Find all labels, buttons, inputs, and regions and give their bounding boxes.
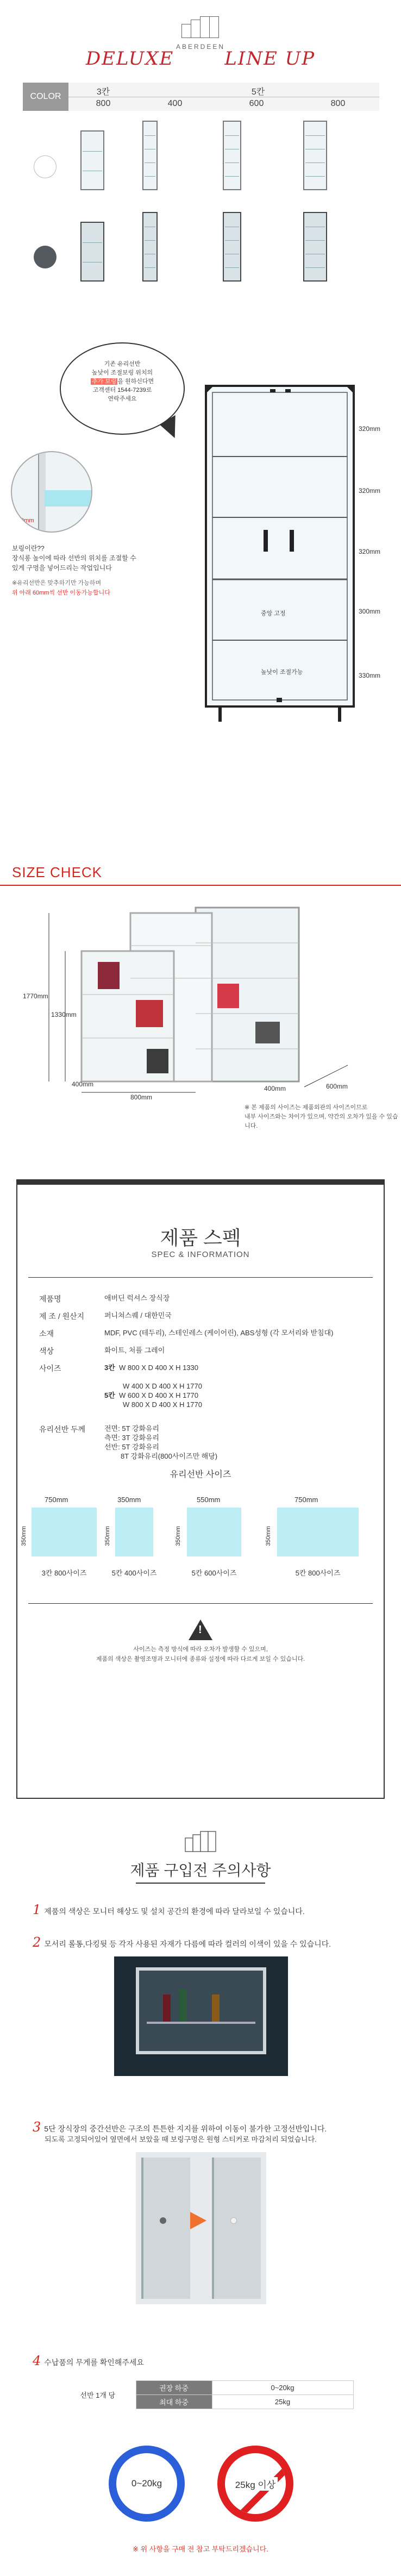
cabinet-3-800-gray bbox=[80, 222, 104, 282]
speech-bubble bbox=[60, 342, 185, 435]
pane-2-width: 350mm bbox=[117, 1496, 141, 1504]
warn-line-2: 제품의 색상은 촬영조명과 모니터에 종류와 설정에 따라 다르게 보일 수 있습니다. bbox=[96, 1656, 305, 1662]
pane-4 bbox=[277, 1508, 359, 1556]
size-check-title: SIZE CHECK bbox=[12, 864, 103, 880]
boring-line-1: 장식롱 높이에 따라 선반의 위치를 조절할 수 bbox=[12, 554, 136, 562]
callout-center-fixed: 중앙 고정 bbox=[261, 610, 286, 617]
weight-ok-circle: 0~20kg bbox=[109, 2446, 185, 2522]
pane-4-label: 5칸 800사이즈 bbox=[295, 1569, 341, 1577]
warning-icon: ! bbox=[189, 1620, 212, 1640]
width-5-600: 600 bbox=[249, 99, 264, 108]
swatch-white[interactable] bbox=[34, 155, 57, 178]
weight-recommended-value: 0~20kg bbox=[212, 2381, 353, 2395]
width-5-800: 800 bbox=[330, 99, 346, 108]
arrow-right-icon bbox=[190, 2212, 206, 2229]
cabinet-front-drawing bbox=[204, 342, 356, 723]
depth-400b: 400mm bbox=[264, 1085, 286, 1092]
size-note-2: 내부 사이즈와는 차이가 있으며, 약간의 오차가 있을 수 있습니다. bbox=[245, 1114, 398, 1129]
weight-max-label: 최대 하중 bbox=[136, 2395, 212, 2409]
caution-section bbox=[0, 1815, 401, 2576]
size-note bbox=[245, 1103, 401, 1131]
size-check-drawing bbox=[0, 891, 401, 1098]
weight-ng-circle bbox=[217, 2446, 293, 2522]
depth-400: 400mm bbox=[72, 1080, 94, 1088]
bubble-line-3: 추가 보링 을 원하신다면 bbox=[91, 378, 154, 385]
height-1770: 1770mm bbox=[23, 992, 48, 1000]
pane-4-height: 350mm bbox=[265, 1526, 272, 1546]
pane-1-height: 350mm bbox=[21, 1526, 27, 1546]
spec-box: 제품 스펙 SPEC & INFORMATION 제품명 애버딘 럭셔스 장식장 제 조 / 원산지 퍼니쳐스퀘 / 대한민국 소재 MDF, PVC (테두리), 스테인레스 (케이어린), ABS성형 (각 모서리와 받침대) 색상 화이트, 처플 그레이 사이즈 3칸 W 800 X D 400 X H 1330 W 400 X D 400 X H 1770 5칸 W 600 X D 400 X H 1770 W 800 X D 400 X H 1770 유리선반 두께 전면: 5T 강화유리 측면: 3T 강화유리 선반: 5T 강화유리 8T 강화유리(800사이즈만 해당) 유리선반 사이즈 750mm 350mm 3칸 800사이즈 350mm 350mm 5칸 400사이즈 550mm 350mm 5칸 600사이즈 750mm 350mm 5칸 800사이즈 ! 사이즈는 측정 방식에 따라 오차가 발생할 수 있으며, 제품의 색상은 촬영조명과 모니터에 종류와 설정에 따라 다르게 보일 수 있습니다. bbox=[16, 1179, 385, 1799]
bubble-line-4: 고객센터 1544-7239로 bbox=[92, 387, 152, 393]
weight-table bbox=[60, 2380, 354, 2409]
lineup-title-left: DELUXE bbox=[85, 48, 174, 70]
height-1330: 1330mm bbox=[51, 1011, 77, 1018]
bubble-line-2: 높낮이 조절보링 위치의 bbox=[91, 370, 153, 376]
boring-zoom-circle bbox=[11, 451, 92, 533]
caution-title: 제품 구입전 주의사항 bbox=[130, 1862, 271, 1879]
spec-section bbox=[0, 1179, 401, 1810]
pane-1 bbox=[32, 1508, 97, 1556]
boring-title: 보링이란?? bbox=[12, 545, 45, 552]
color-header: COLOR bbox=[23, 83, 68, 111]
group-3: 3칸 bbox=[96, 87, 110, 97]
dim-2: 320mm bbox=[359, 487, 381, 495]
width-800: 800mm bbox=[130, 1093, 153, 1101]
glass-size-title: 유리선반 사이즈 bbox=[170, 1470, 231, 1479]
lineup-section bbox=[0, 0, 401, 304]
pane-3-width: 550mm bbox=[197, 1496, 221, 1504]
weight-recommended-label: 권장 하중 bbox=[136, 2381, 212, 2395]
caution-item-4: 4 수납품의 무게를 확인해주세요 bbox=[33, 2353, 144, 2368]
spec-subtitle: SPEC & INFORMATION bbox=[151, 1250, 250, 1259]
boring-note: ※유리선반은 맞추하기만 가능하며 bbox=[12, 580, 102, 586]
callout-adjustable: 높낮이 조절가능 bbox=[261, 669, 303, 676]
caution-item-2: 2 모서리 롤통,다킹뒷 등 각자 사용된 자재가 다름에 따라 컬러의 이색이 있을 수 있습니다. bbox=[33, 1935, 331, 1950]
brand-name: ABERDEEN bbox=[176, 43, 225, 51]
spec-title: 제품 스펙 bbox=[160, 1227, 241, 1249]
weight-label: 선반 1개 당 bbox=[80, 2391, 116, 2399]
corner-photo bbox=[114, 1956, 288, 2076]
pane-3-label: 5칸 600사이즈 bbox=[191, 1569, 237, 1577]
pane-3 bbox=[187, 1508, 241, 1556]
pane-1-width: 750mm bbox=[45, 1496, 68, 1504]
bubble-highlight: 추가 보링 bbox=[91, 378, 117, 385]
boring-explanation bbox=[12, 543, 136, 598]
cabinet-5-800-gray bbox=[303, 212, 327, 282]
lineup-title-right: LINE UP bbox=[224, 48, 316, 70]
cabinet-5-800-white bbox=[303, 121, 327, 190]
bubble-line-5: 연락주세요 bbox=[108, 396, 137, 402]
group-5: 5칸 bbox=[251, 87, 265, 97]
boring-line-2: 있게 구멍을 넣어드리는 작업입니다 bbox=[12, 564, 112, 572]
lineup-title bbox=[0, 48, 401, 70]
cabinet-logo-icon bbox=[181, 15, 220, 38]
pane-3-height: 350mm bbox=[175, 1526, 181, 1546]
brand-header bbox=[0, 15, 401, 51]
dim-1: 320mm bbox=[359, 425, 381, 433]
caution-item-3: 3 5단 장식장의 중간선반은 구조의 튼튼한 지지를 위하여 이동이 불가한 고정선반입니다. 되도록 고정되어있어 옆면에서 보았을 때 보링구멍은 원형 스티커로 마감처리 되었습니다. bbox=[33, 2119, 327, 2143]
cabinet-logo-icon bbox=[185, 1830, 217, 1852]
swatch-gray[interactable] bbox=[34, 246, 57, 268]
cabinet-5-600-gray bbox=[223, 212, 241, 282]
zoom-dimension: 60mm bbox=[17, 517, 34, 524]
pane-2-height: 350mm bbox=[104, 1526, 111, 1546]
size-note-1: ※ 본 제품의 사이즈는 제품외관의 사이즈이므로 bbox=[245, 1104, 368, 1111]
cabinet-5-400-white bbox=[142, 121, 158, 190]
pane-2 bbox=[115, 1508, 153, 1556]
caution-item-1: 1 제품의 색상은 모니터 해상도 및 설치 공간의 환경에 따라 달라보일 수 있습니다. bbox=[33, 1902, 305, 1917]
dim-5: 330mm bbox=[359, 672, 381, 679]
boring-sticker-photo bbox=[136, 2152, 266, 2304]
pane-2-label: 5칸 400사이즈 bbox=[111, 1569, 157, 1577]
boring-note-red: 위 아래 60mm씩 선반 이동가능합니다 bbox=[12, 590, 110, 596]
weight-max-value: 25kg bbox=[212, 2395, 353, 2409]
pane-4-width: 750mm bbox=[295, 1496, 318, 1504]
cabinet-5-400-gray bbox=[142, 212, 158, 282]
dim-4: 300mm bbox=[359, 608, 381, 615]
bubble-line-1: 기존 유리선반 bbox=[104, 361, 141, 367]
caution-footnote: ※ 위 사항을 구매 전 참고 부탁드리겠습니다. bbox=[133, 2545, 268, 2553]
pane-1-label: 3칸 800사이즈 bbox=[41, 1569, 87, 1577]
cabinet-5-600-white bbox=[223, 121, 241, 190]
spec-warning bbox=[17, 1620, 384, 1664]
width-5-400: 400 bbox=[167, 99, 183, 108]
weight-ng-text: 25kg 이상 bbox=[233, 2477, 278, 2491]
width-600: 600mm bbox=[326, 1083, 348, 1090]
cabinet-3-800-white bbox=[80, 130, 104, 190]
dim-3: 320mm bbox=[359, 548, 381, 555]
width-3-800: 800 bbox=[96, 99, 111, 108]
boring-detail-section bbox=[0, 326, 401, 804]
size-check-section bbox=[0, 864, 401, 1179]
warn-line-1: 사이즈는 측정 방식에 따라 오차가 발생할 수 있으며, bbox=[133, 1646, 268, 1653]
